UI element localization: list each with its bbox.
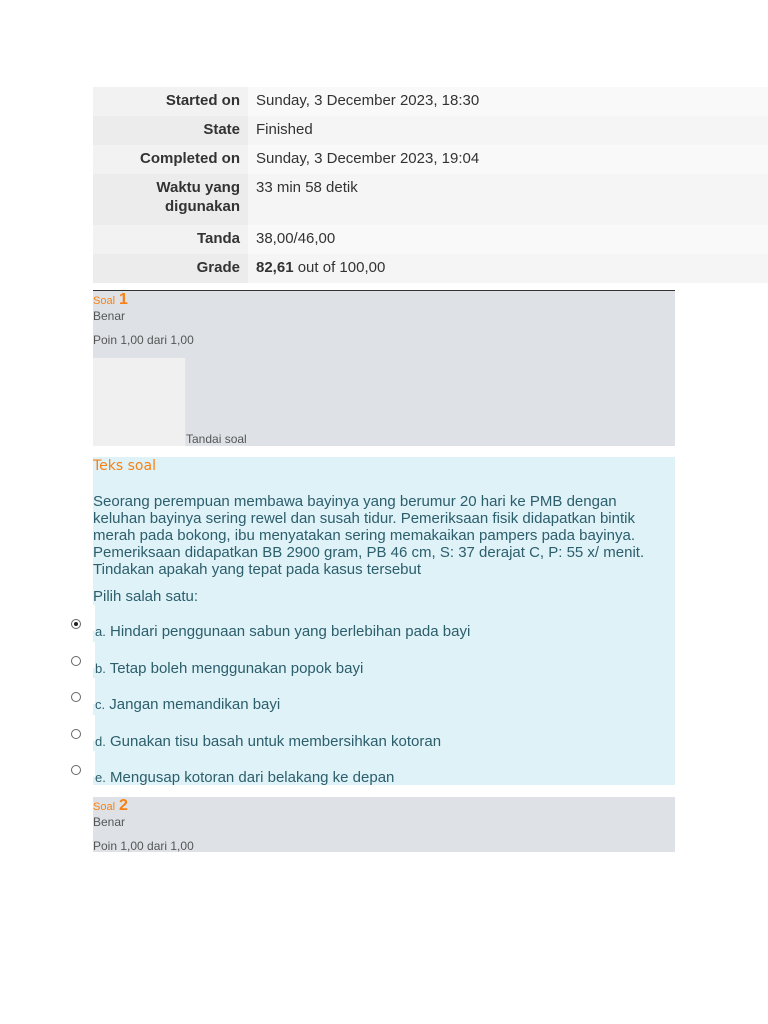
summary-label: Completed on xyxy=(93,145,248,174)
summary-label: State xyxy=(93,116,248,145)
flag-question-label[interactable]: Tandai soal xyxy=(186,432,247,446)
question-prefix: Soal xyxy=(93,295,116,307)
answer-text: Jangan memandikan bayi xyxy=(109,696,281,713)
answer-label[interactable] xyxy=(95,733,441,750)
question-grade: Poin 1,00 dari 1,00 xyxy=(93,333,194,347)
summary-row-started xyxy=(93,87,768,116)
answer-list xyxy=(69,605,675,788)
summary-value: 38,00/46,00 xyxy=(248,225,768,254)
summary-value: Finished xyxy=(248,116,768,145)
answer-letter: a. xyxy=(95,624,106,639)
answer-letter: c. xyxy=(95,697,106,712)
summary-value xyxy=(248,254,768,283)
summary-label: Started on xyxy=(93,87,248,116)
answer-prompt: Pilih salah satu: xyxy=(93,588,199,605)
radio-button[interactable] xyxy=(71,692,81,702)
answer-letter: e. xyxy=(95,770,106,785)
question-text-heading: Teks soal xyxy=(93,458,156,474)
radio-cell xyxy=(69,751,95,777)
question-prefix: Soal xyxy=(93,801,116,813)
summary-row-completed xyxy=(93,145,768,174)
summary-row-grade xyxy=(93,254,768,283)
radio-button-selected[interactable] xyxy=(71,619,81,629)
answer-letter: d. xyxy=(95,733,106,749)
question-state: Benar xyxy=(93,815,126,829)
radio-cell xyxy=(69,715,95,741)
answer-label[interactable] xyxy=(95,696,280,713)
summary-value: 33 min 58 detik xyxy=(248,174,768,225)
answer-label[interactable] xyxy=(95,623,470,640)
summary-value: Sunday, 3 December 2023, 18:30 xyxy=(248,87,768,116)
radio-button[interactable] xyxy=(71,656,81,666)
question-2-info xyxy=(93,797,675,852)
radio-button[interactable] xyxy=(71,765,81,775)
attempt-summary-table xyxy=(93,87,768,283)
answer-label[interactable] xyxy=(95,660,363,677)
question-number-value: 2 xyxy=(119,797,128,814)
grade-rest: out of 100,00 xyxy=(293,259,386,276)
question-number-value: 1 xyxy=(119,291,128,308)
answer-text: Tetap boleh menggunakan popok bayi xyxy=(109,659,364,677)
summary-row-time-taken xyxy=(93,174,768,225)
summary-label: Waktu yang digunakan xyxy=(93,174,248,225)
answer-text: Mengusap kotoran dari belakang ke depan xyxy=(110,769,395,786)
summary-row-state xyxy=(93,116,768,145)
radio-button[interactable] xyxy=(71,729,81,739)
question-number xyxy=(93,797,675,815)
summary-row-marks xyxy=(93,225,768,254)
radio-cell xyxy=(69,605,95,631)
answer-label[interactable] xyxy=(95,769,394,786)
answer-text: Hindari penggunaan sabun yang berlebihan pada bayi xyxy=(110,623,471,640)
question-text: Seorang perempuan membawa bayinya yang berumur 20 hari ke PMB dengan keluhan bayinya sering rewel dan susah tidur. Pemeriksaan fisik didapatkan bintik merah pada bokong, ibu menyatakan sering memakaikan pampers pada bayinya. Pemeriksaan didapatkan BB 2900 gram, PB 46 cm, S: 37 derajat C, P: 55 x/ menit. Tindakan apakah yang tepat pada kasus tersebut xyxy=(93,493,645,578)
radio-cell xyxy=(69,642,95,668)
question-state: Benar xyxy=(93,309,126,323)
summary-label: Tanda xyxy=(93,225,248,254)
flag-question-box[interactable] xyxy=(93,358,186,446)
answer-option-a[interactable] xyxy=(69,605,675,642)
radio-cell xyxy=(69,678,95,704)
question-grade: Poin 1,00 dari 1,00 xyxy=(93,839,194,853)
question-number xyxy=(93,291,675,309)
summary-label: Grade xyxy=(93,254,248,283)
answer-option-c[interactable] xyxy=(69,678,675,715)
answer-text: Gunakan tisu basah untuk membersihkan kotoran xyxy=(110,732,442,750)
question-1-info xyxy=(93,291,675,446)
answer-option-d[interactable] xyxy=(69,715,675,752)
answer-letter: b. xyxy=(95,660,106,676)
grade-number: 82,61 xyxy=(256,259,294,276)
answer-option-b[interactable] xyxy=(69,642,675,679)
answer-option-e[interactable] xyxy=(69,751,675,788)
summary-value: Sunday, 3 December 2023, 19:04 xyxy=(248,145,768,174)
